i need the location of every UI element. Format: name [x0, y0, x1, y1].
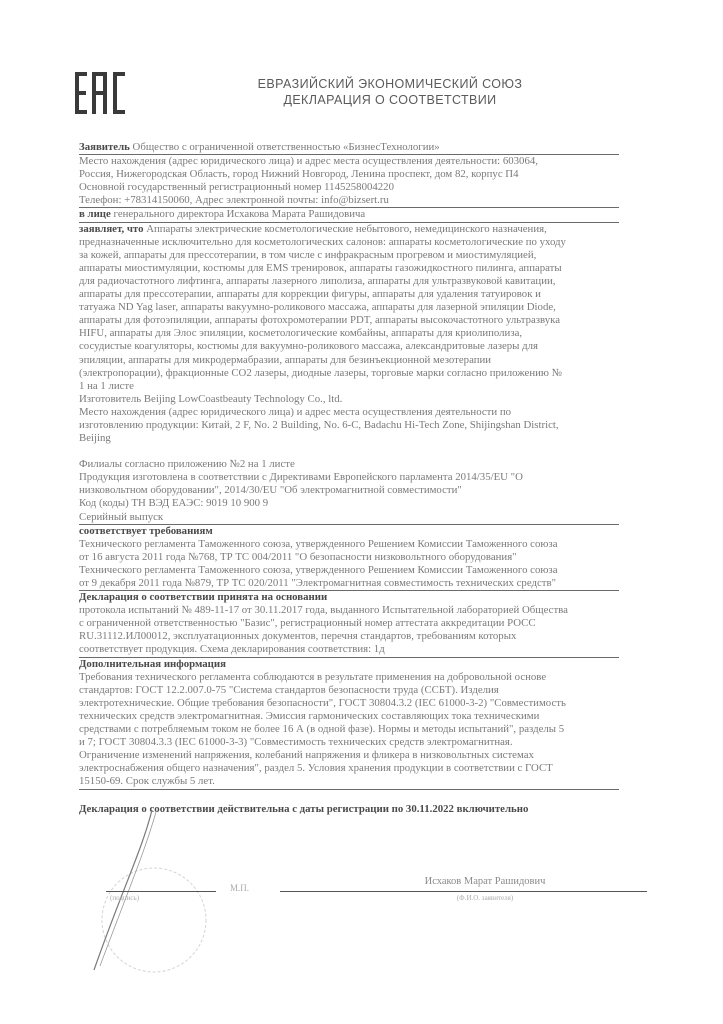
production-type-line: Серийный выпуск [79, 511, 619, 525]
spacer [79, 790, 619, 803]
applicant-contacts: Телефон: +78314150060, Адрес электронной почты: info@bizsert.ru [79, 194, 619, 208]
validity-statement: Декларация о соответствии действительна с даты регистрации по 30.11.2022 включительно [79, 802, 529, 815]
document-header [230, 76, 550, 108]
branches-line: Филиалы согласно приложению №2 на 1 листе [79, 458, 295, 471]
product-list-line: сосудистые коагуляторы, костюмы для вакуумно-роликового массажа, александритовые лазеры для [79, 340, 538, 353]
signature-line [106, 891, 216, 892]
regulation-line: Технического регламента Таможенного союза, утвержденного Решением Комиссии Таможенного союза [79, 563, 558, 576]
additional-info-line: 15150-69. Срок службы 5 лет. [79, 775, 619, 789]
stamp-signature-icon [82, 810, 232, 980]
hs-code-line: Код (коды) ТН ВЭД ЕАЭС: 9019 10 900 9 [79, 497, 269, 510]
product-list-line: предназначенные исключительно для косметологических салонов: аппараты косметологические по уходу [79, 235, 566, 248]
signatory-name: Исхаков Марат Рашидович [424, 876, 546, 887]
regulation-line: от 16 августа 2011 года №768, ТР ТС 004/2011 "О безопасности низковольтного оборудования" [79, 550, 517, 563]
applicant-address-line: Место нахождения (адрес юридического лица) и адрес места осуществления деятельности: 603064, [79, 155, 538, 168]
regulation-line: Технического регламента Таможенного союза, утвержденного Решением Комиссии Таможенного союза [79, 537, 558, 550]
eac-logo-icon [75, 72, 125, 114]
applicant-ogrn: Основной государственный регистрационный номер 1145258004220 [79, 181, 394, 194]
basis-label: Декларация о соответствии принята на основании [79, 591, 328, 604]
additional-info-line: средствами с потребляемым током не более 16 А (в одной фазе). Нормы и методы испытаний", разделы 5 [79, 723, 565, 736]
product-list-line: эпиляции, аппараты для микродермабразии, аппараты для безинъекционной мезотерапии [79, 353, 492, 366]
applicant-label: Заявитель [79, 141, 130, 153]
product-list-line: татуажа ND Yag laser, аппараты вакуумно-роликового массажа, аппараты для лазерной эпиляции Diode, [79, 301, 556, 314]
declares-label: заявляет, что [79, 222, 144, 235]
declaration-body [79, 141, 619, 816]
basis-line: протокола испытаний № 489-11-17 от 30.11.2017 года, выданного Испытательной лабораторией Общества [79, 604, 568, 617]
additional-info-line: Ограничение изменений напряжения, колебаний напряжения и фликера в низковольтных системах [79, 749, 534, 762]
product-list-line: аппараты для фотоэпиляции, аппараты фотохромотерапии PDT, аппараты высокочастотного ультразвука [79, 314, 561, 327]
representative-text: генерального директора Исхакова Марата Рашидовича [110, 208, 366, 221]
requirements-label: соответствует требованиям [79, 524, 213, 537]
representative-line [79, 208, 619, 222]
signature-caption: (подпись) [110, 894, 140, 902]
additional-info-line: электроснабжения общего назначения", раздел 5. Условия хранения продукции в соответствии с ГОСТ [79, 762, 553, 775]
additional-info-line: электротехнические. Общие требования безопасности", ГОСТ 30804.3.2 (IEC 61000-3-2) "Совместимость [79, 696, 566, 709]
additional-info-line: технических средств электромагнитная. Эмиссия гармонических составляющих тока техническими [79, 709, 540, 722]
applicant-line [79, 141, 619, 155]
manufacturer-address-line: изготовлению продукции: Китай, 2 F, No. 2 Building, No. 6-C, Badachu Hi-Tech Zone, Shijingshan District, [79, 418, 559, 431]
declaration-title: ДЕКЛАРАЦИЯ О СООТВЕТСТВИИ [283, 93, 497, 107]
spacer [79, 445, 619, 458]
union-title: ЕВРАЗИЙСКИЙ ЭКОНОМИЧЕСКИЙ СОЮЗ [257, 77, 523, 91]
basis-line: RU.31112.ИЛ00012, эксплуатационных документов, перечня стандартов, требованиям которых [79, 630, 517, 643]
declares-line: заявляет, что Аппараты электрические косметологические небытового, немедицинского назначения, [79, 222, 547, 235]
product-list-line: за кожей, аппараты для прессотерапии, в том числе с инфракрасным прогревом и миостимуляцией, [79, 248, 537, 261]
additional-info-line: стандартов: ГОСТ 12.2.007.0-75 "Система стандартов безопасности труда (ССБТ). Изделия [79, 683, 499, 696]
additional-info-line: Требования технического регламента соблюдаются в результате применения на добровольной основе [79, 670, 547, 683]
product-list-line: аппараты миостимуляции, костюмы для EMS тренировок, аппараты газожидкостного пилинга, аппараты [79, 261, 562, 274]
regulation-line: от 9 декабря 2011 года №879, ТР ТС 020/2011 "Электромагнитная совместимость технических средств" [79, 577, 619, 591]
basis-line: с ограниченной ответственностью "Базис", регистрационный номер аттестата аккредитации РОСС [79, 617, 536, 630]
manufacturer-address-line: Beijing [79, 432, 111, 445]
name-line [280, 891, 647, 892]
manufacturer-address-line: Место нахождения (адрес юридического лица) и адрес места осуществления деятельности по [79, 405, 512, 418]
directive-line: Продукция изготовлена в соответствии с Директивами Европейского парламента 2014/35/EU "О [79, 471, 523, 484]
manufacturer-line: Изготовитель Beijing LowCoastbeauty Technology Co., ltd. [79, 392, 343, 405]
representative-label: в лице [79, 208, 111, 221]
product-list-line: для радиочастотного лифтинга, аппараты лазерного липолиза, аппараты для ультразвуковой кавитации, [79, 274, 556, 287]
applicant-address-line: Россия, Нижегородская Область, город Нижний Новгород, Ленина проспект, дом 82, корпус П4 [79, 168, 519, 181]
directive-line: низковольтном оборудовании", 2014/30/EU "Об электромагнитной совместимости" [79, 484, 462, 497]
product-list-line: 1 на 1 листе [79, 379, 134, 392]
product-list-line: аппараты для прессотерапии, аппараты для коррекции фигуры, аппараты для удаления татуировок и [79, 288, 541, 301]
name-caption: (Ф.И.О. заявителя) [456, 894, 514, 902]
additional-info-label: Дополнительная информация [79, 657, 226, 670]
product-list-line: (электропорации), фракционные CO2 лазеры, диодные лазеры, торговые марки согласно приложению № [79, 366, 562, 379]
additional-info-line: и 7; ГОСТ 30804.3.3 (IEC 61000-3-3) "Совместимость технических средств электромагнитная. [79, 736, 513, 749]
stamp-place-label: М.П. [230, 883, 250, 893]
basis-line: соответствует продукция. Схема декларирования соответствия: 1д [79, 643, 619, 657]
product-list-line: HIFU, аппараты для Элос эпиляции, косметологические комбайны, аппараты для криолиполиза, [79, 327, 523, 340]
applicant-name: Общество с ограниченной ответственностью «БизнесТехнологии» [129, 141, 440, 153]
